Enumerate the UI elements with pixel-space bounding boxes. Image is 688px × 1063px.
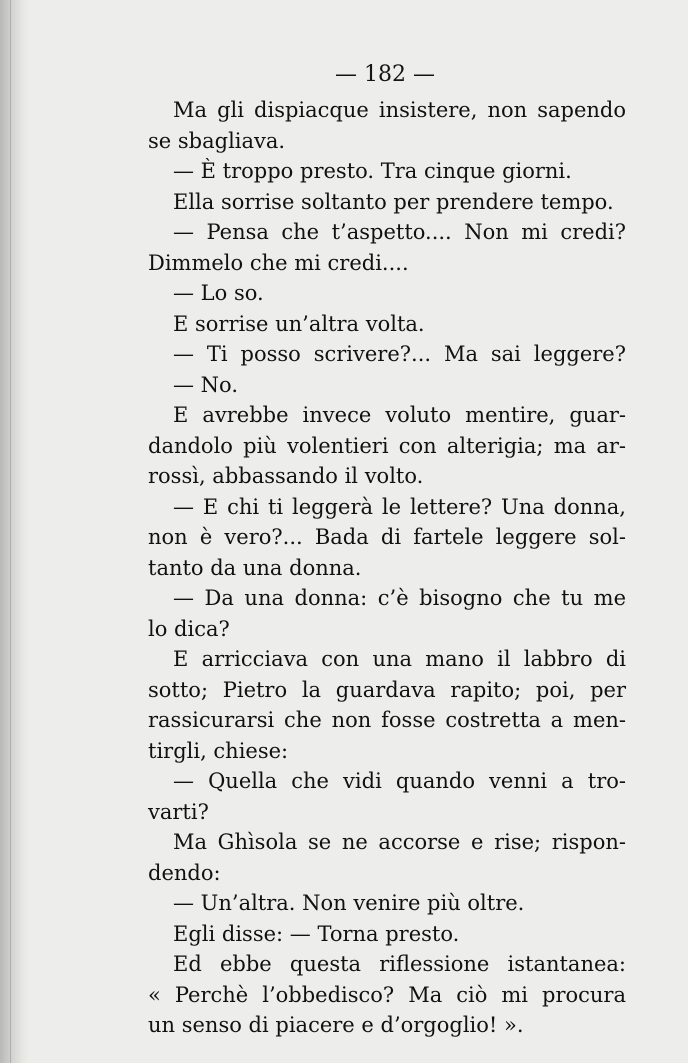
text-line: E arricciava con una mano il labbro di bbox=[173, 647, 626, 671]
text-line: dendo: bbox=[148, 860, 221, 885]
text-line: Ma Ghìsola se ne accorse e rise; rispon- bbox=[173, 830, 626, 854]
text-line: tanto da una donna. bbox=[148, 555, 362, 580]
text-line: non è vero?... Bada di fartele leggere sol- bbox=[148, 525, 626, 549]
text-line: varti? bbox=[148, 799, 209, 824]
body-text bbox=[148, 95, 626, 1041]
text-line: un senso di piacere e d’orgoglio! ». bbox=[148, 1013, 524, 1037]
text-line: — Un’altra. Non venire più oltre. bbox=[173, 891, 525, 915]
text-line: se sbagliava. bbox=[148, 128, 286, 153]
text-line: — Ti posso scrivere?... Ma sai leggere? bbox=[173, 342, 626, 366]
text-line: sotto; Pietro la guardava rapito; poi, per bbox=[148, 677, 626, 702]
text-line: « Perchè l’obbedisco? Ma ciò mi procura bbox=[148, 982, 626, 1007]
page-number: — 182 — bbox=[335, 62, 435, 87]
text-line: dandolo più volentieri con alterigia; ma ar- bbox=[148, 433, 626, 458]
text-line: — E chi ti leggerà le lettere? Una donna, bbox=[173, 494, 626, 519]
text-line: tirgli, chiese: bbox=[148, 738, 289, 763]
text-line: — Da una donna: c’è bisogno che tu me bbox=[173, 586, 626, 610]
text-line: Dimmelo che mi credi.... bbox=[148, 250, 409, 275]
text-line: rossì, abbassando il volto. bbox=[148, 464, 424, 488]
text-line: E avrebbe invece voluto mentire, guar- bbox=[173, 403, 626, 427]
text-line: Ed ebbe questa riflessione istantanea: bbox=[173, 952, 626, 976]
text-line: Ma gli dispiacque insistere, non sapendo bbox=[173, 98, 626, 122]
text-line: lo dica? bbox=[148, 616, 230, 641]
text-line: Ella sorrise soltanto per prendere tempo. bbox=[173, 189, 614, 214]
binding-shadow bbox=[0, 0, 30, 1063]
text-line: — No. bbox=[173, 372, 238, 397]
text-line: — Lo so. bbox=[173, 281, 264, 305]
text-line: — Quella che vidi quando venni a tro- bbox=[173, 769, 626, 793]
text-line: E sorrise un’altra volta. bbox=[173, 311, 425, 336]
text-line: — È troppo presto. Tra cinque giorni. bbox=[173, 159, 572, 183]
text-line: Egli disse: — Torna presto. bbox=[173, 921, 460, 946]
text-line: rassicurarsi che non fosse costretta a men- bbox=[148, 708, 626, 732]
text-line: — Pensa che t’aspetto.... Non mi credi? bbox=[173, 220, 626, 244]
